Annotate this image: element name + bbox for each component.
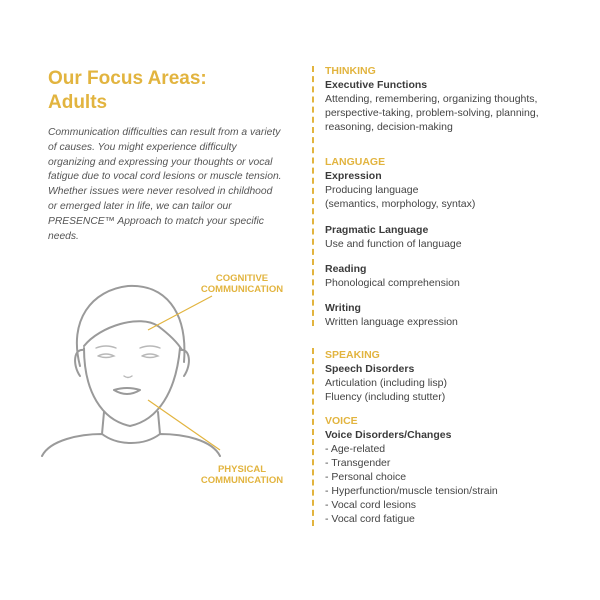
list-item: - Age-related xyxy=(325,443,386,455)
left-eyebrow xyxy=(96,346,116,348)
reading-subheading: Reading xyxy=(325,263,367,275)
right-eye xyxy=(142,354,158,358)
head-illustration xyxy=(40,280,300,480)
divider-bottom xyxy=(312,348,314,526)
neck-left xyxy=(102,412,104,434)
divider-top xyxy=(312,66,314,326)
cognitive-pointer-line xyxy=(148,296,212,330)
list-item: - Hyperfunction/muscle tension/strain xyxy=(325,485,498,497)
mouth xyxy=(114,388,140,394)
thinking-description: Attending, remembering, organizing thoughts, perspective-taking, problem-solving, planning, reasoning, decision-making xyxy=(325,93,539,133)
head-outline xyxy=(77,286,185,366)
neck-right xyxy=(158,412,160,434)
fluency-text: Fluency (including stutter) xyxy=(325,391,446,403)
list-item: - Vocal cord fatigue xyxy=(325,513,415,525)
expression-line-1: Producing language xyxy=(325,184,419,196)
thinking-heading: THINKING xyxy=(325,65,376,77)
thinking-section xyxy=(325,65,585,134)
list-item: - Personal choice xyxy=(325,471,407,483)
list-item: - Transgender xyxy=(325,457,391,469)
language-section xyxy=(325,156,585,329)
nose xyxy=(124,376,132,378)
writing-subheading: Writing xyxy=(325,302,361,314)
face-outline xyxy=(84,348,180,426)
expression-subheading: Expression xyxy=(325,170,382,182)
physical-label-line-2: COMMUNICATION xyxy=(200,475,284,486)
writing-text: Written language expression xyxy=(325,316,458,328)
speaking-voice-column xyxy=(325,349,585,526)
cognitive-label-line-1: COGNITIVE xyxy=(215,273,269,284)
cognitive-label-line-2: COMMUNICATION xyxy=(200,284,284,295)
speaking-section xyxy=(325,349,585,404)
expression-line-2: (semantics, morphology, syntax) xyxy=(325,198,476,210)
title-line-2: Adults xyxy=(48,92,108,113)
voice-heading: VOICE xyxy=(325,415,358,427)
pragmatic-language-subheading: Pragmatic Language xyxy=(325,224,429,236)
thinking-language-column xyxy=(325,65,585,329)
pragmatic-language-text: Use and function of language xyxy=(325,238,462,250)
left-eye xyxy=(98,354,114,358)
articulation-text: Articulation (including lisp) xyxy=(325,377,447,389)
reading-text: Phonological comprehension xyxy=(325,277,460,289)
page-title xyxy=(48,67,207,115)
executive-functions-subheading: Executive Functions xyxy=(325,79,428,91)
hairline xyxy=(84,321,182,350)
speech-disorders-subheading: Speech Disorders xyxy=(325,363,415,375)
shoulders xyxy=(42,434,220,456)
list-item: - Vocal cord lesions xyxy=(325,499,417,511)
voice-disorders-subheading: Voice Disorders/Changes xyxy=(325,429,452,441)
physical-label-line-1: PHYSICAL xyxy=(217,464,267,475)
intro-paragraph: Communication difficulties can result from a variety of causes. You might experience difficulty organizing and expressing your thoughts or vocal fatigue due to vocal cord lesions or muscle tension. Whether issues were never resolved in childhood or emerged later in life, we can tailor our PRESENCE™ Approach to match your specific needs. xyxy=(48,127,282,242)
title-line-1: Our Focus Areas: xyxy=(48,68,207,89)
language-heading: LANGUAGE xyxy=(325,156,386,168)
voice-section xyxy=(325,415,585,526)
voice-list xyxy=(325,442,585,526)
speaking-heading: SPEAKING xyxy=(325,349,380,361)
right-eyebrow xyxy=(140,346,160,348)
